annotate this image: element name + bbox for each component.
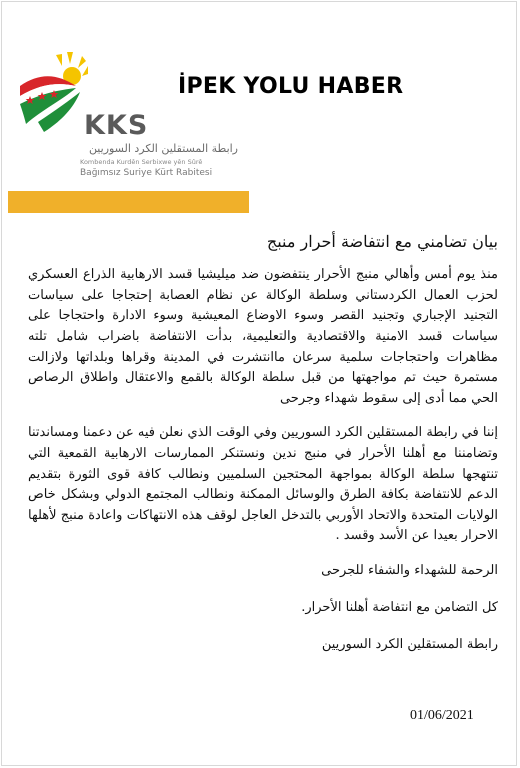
statement-date: 01/06/2021 [410, 708, 474, 723]
flag-sun-icon [18, 52, 88, 138]
closing-line-2: كل التضامن مع انتفاضة أهلنا الأحرار. [301, 599, 498, 615]
closing-line-1: الرحمة للشهداء والشفاء للجرحى [321, 562, 498, 578]
statement-paragraph-2: إننا في رابطة المستقلين الكرد السوريين وفي الوقت الذي نعلن فيه عن دعمنا ومساندتنا وتضامننا مع أهلنا الأحرار في منبج ندين ونستنكر الممارسات الارهابية القمعية التي تنتهجها سلطة الوكالة بمواجهة المحتجين السلميين ونطالب كافة قوى الثورة بتقديم الدعم للانتفاضة بكافة الطرق والوسائل الممكنة ونطالب المجتمع الدولي وبشكل خاص الولايات المتحدة والاتحاد الأوربي بالتدخل العاجل لوقف هذه الانتهاكات واعادة منبج لأهلها الاحرار بعيدا عن الأسد وقسد . [28, 425, 498, 544]
statement-title: بيان تضامني مع انتفاضة أحرار منبج [266, 232, 498, 251]
accent-bar [8, 191, 249, 213]
logo-turkish-name: Bağımsız Suriye Kürt Rabitesi [80, 168, 213, 178]
letterhead [0, 0, 520, 225]
logo-arabic-name: رابطة المستقلين الكرد السوريين [88, 142, 238, 155]
brand-title: İPEK YOLU HABER [178, 74, 404, 99]
logo-kurdish-name: Kombenda Kurdên Serbixwe yên Sûrê [80, 158, 203, 166]
signature: رابطة المستقلين الكرد السوريين [321, 636, 498, 652]
kks-logo [8, 44, 248, 214]
statement-body [28, 232, 498, 672]
logo-acronym: KKS [84, 110, 149, 141]
statement-paragraph-1: منذ يوم أمس وأهالي منبج الأحرار ينتفضون ضد ميليشيا قسد الارهابية الذراع العسكري لحزب العمال الكردستاني وسلطة الوكالة عن نظام العصابة إحتجاجا على سياسات التجنيد الإجباري وتجنيد القصر وسوء الاوضاع المعيشية وسوء الادارة واحتجاجا على سياسات قسد الامنية والاقتصادية والتعليمية، بدأت الانتفاضة باضراب شامل تلته مظاهرات واحتجاجات سلمية سرعان ماانتشرت في المدينة وقراها وبلداتها ولازالت مستمرة حيث تم مواجهتها من قبل سلطة الوكالة بالقمع والاعتقال واطلاق الرصاص الحي مما أدى إلى سقوط شهداء وجرحى [28, 267, 498, 406]
